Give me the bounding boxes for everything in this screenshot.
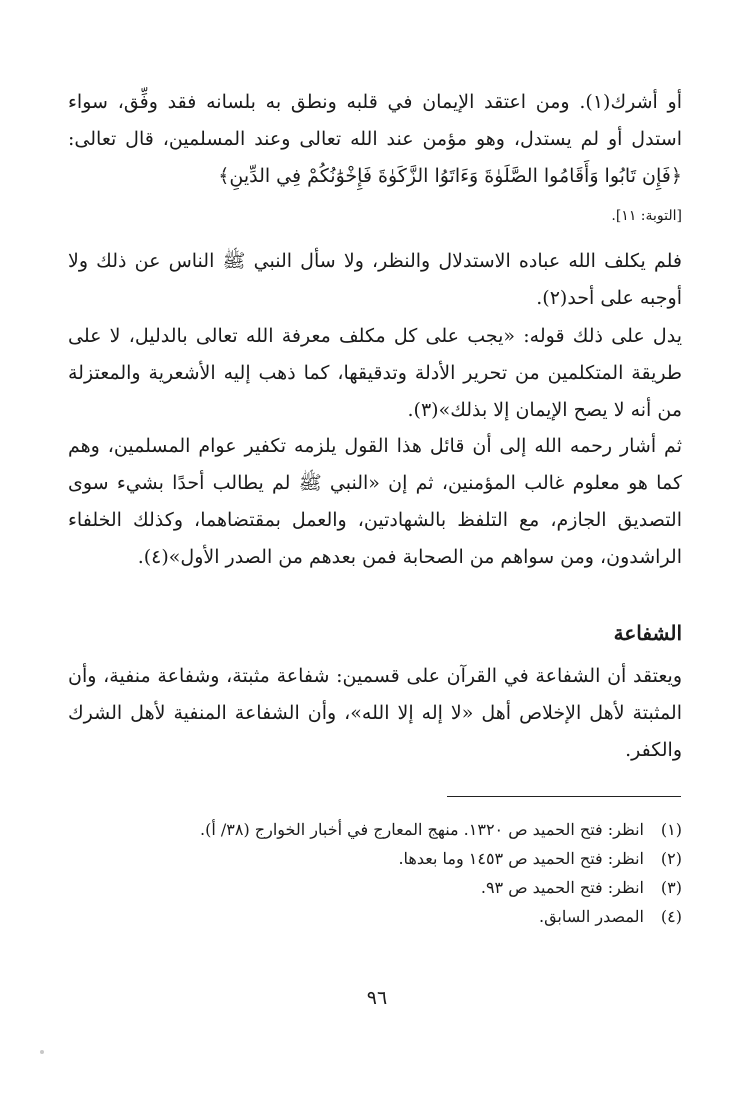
footnote-divider xyxy=(447,796,681,797)
scan-speck xyxy=(40,1050,44,1054)
footnote-text: انظر: فتح الحميد ص ١٣٢٠. منهج المعارج في أخبار الخوارج (٣٨/ أ). xyxy=(200,820,644,839)
quran-reference: [التوبة: ١١]. xyxy=(611,208,682,224)
footnotes-list xyxy=(68,815,682,931)
footnote-number: (١) xyxy=(660,820,682,839)
paragraph-takfir-warning: ثم أشار رحمه الله إلى أن قائل هذا القول يلزمه تكفير عوام المسلمين، وهم كما هو معلوم غالب المؤمنين، ثم إن «النبي ﷺ لم يطالب أحدًا بشيء سوى التصديق الجازم، مع التلفظ بالشهادتين، والعمل بمقتضاهما، وكذلك الخلفاء الراشدون، ومن سواهم من الصحابة فمن بعدهم من الصدر الأول»(٤). xyxy=(68,435,682,568)
footnote-number: (٢) xyxy=(660,849,682,868)
footnote-item xyxy=(68,902,682,931)
section-heading-intercession: الشفاعة xyxy=(613,621,682,645)
page-number: ٩٦ xyxy=(366,987,388,1009)
footnote-number: (٣) xyxy=(660,878,682,897)
paragraph-belief-and-speech: أو أشرك(١). ومن اعتقد الإيمان في قلبه ونطق به بلسانه فقد وفِّق، سواء استدل أو لم يستدل، وهو مؤمن عند الله تعالى وعند المسلمين، قال تعالى: ﴿فَإِن تَابُوا وَأَقَامُوا الصَّلَوٰةَ وَءَاتَوُا الزَّكَوٰةَ فَإِخْوَٰنُكُمْ فِي الدِّينِ﴾ xyxy=(68,91,682,187)
footnote-item xyxy=(68,815,682,844)
footnote-text: المصدر السابق. xyxy=(538,907,644,926)
paragraph-no-obligation: فلم يكلف الله عباده الاستدلال والنظر، ولا سأل النبي ﷺ الناس عن ذلك ولا أوجبه على أحد(٢). xyxy=(68,250,682,309)
footnote-text: انظر: فتح الحميد ص ٩٣. xyxy=(480,878,644,897)
footnote-item xyxy=(68,873,682,902)
footnote-number: (٤) xyxy=(660,907,682,926)
paragraph-intercession: ويعتقد أن الشفاعة في القرآن على قسمين: شفاعة مثبتة، وشفاعة منفية، وأن المثبتة لأهل الإخلاص أهل «لا إله إلا الله»، وأن الشفاعة المنفية لأهل الشرك والكفر. xyxy=(68,665,682,761)
footnote-text: انظر: فتح الحميد ص ١٤٥٣ وما بعدها. xyxy=(398,849,644,868)
footnote-item xyxy=(68,844,682,873)
paragraph-evidence-quote: يدل على ذلك قوله: «يجب على كل مكلف معرفة الله تعالى بالدليل، لا على طريقة المتكلمين من تحرير الأدلة وتدقيقها، كما ذهب إليه الأشعرية والمعتزلة من أنه لا يصح الإيمان إلا بذلك»(٣). xyxy=(68,325,682,421)
